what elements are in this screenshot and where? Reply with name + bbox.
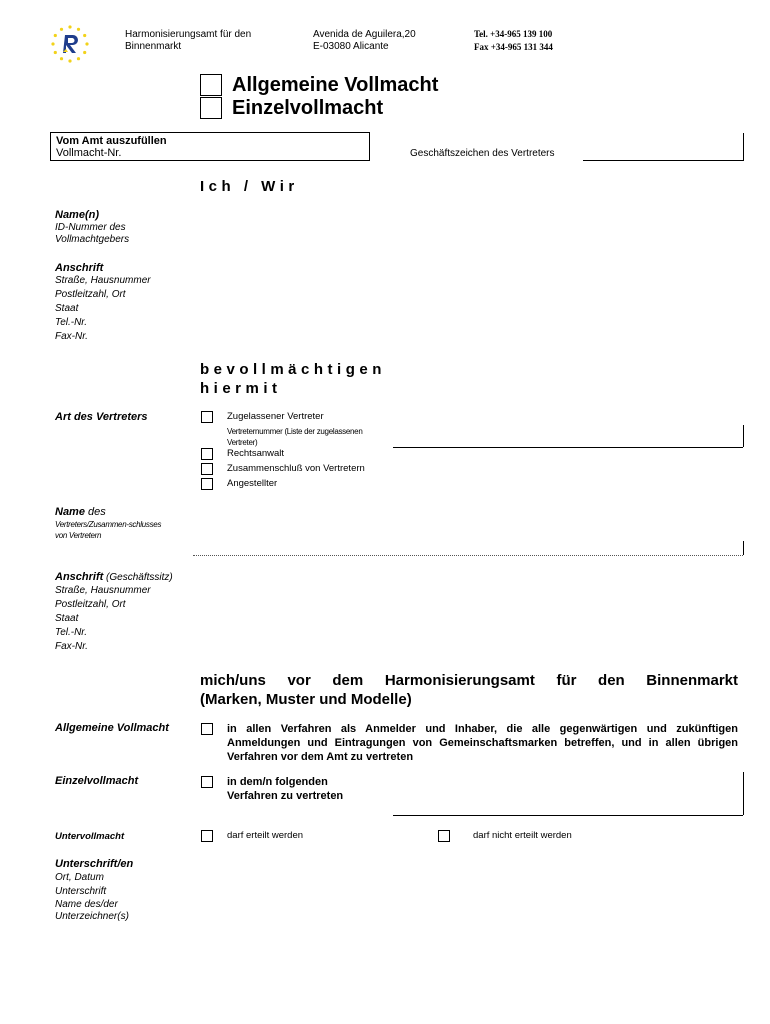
representative-fax-label: Fax-Nr. bbox=[55, 641, 88, 652]
office-logo bbox=[50, 24, 90, 64]
employee-checkbox[interactable] bbox=[201, 478, 213, 490]
individual-power-title-checkbox[interactable] bbox=[200, 97, 222, 119]
individual-power-text-line1: in dem/n folgenden bbox=[227, 776, 328, 788]
office-contact bbox=[474, 28, 553, 54]
signature-fields bbox=[55, 871, 129, 923]
general-power-checkbox[interactable] bbox=[201, 723, 213, 735]
representative-street-label: Straße, Hausnummer bbox=[55, 585, 151, 596]
authorize-heading bbox=[200, 360, 386, 398]
representative-type-label: Art des Vertreters bbox=[55, 411, 148, 423]
signatory-name-label-line1: Name des/der bbox=[55, 899, 118, 910]
individual-power-label: Einzelvollmacht bbox=[55, 775, 139, 787]
office-use-heading: Vom Amt auszufüllen bbox=[56, 135, 167, 147]
address-line1: Avenida de Aguilera,20 bbox=[313, 29, 416, 40]
office-name-line2: Binnenmarkt bbox=[125, 41, 182, 52]
agent-number-label-line1: Vertreternummer (Liste der zugelassenen bbox=[227, 427, 363, 436]
principal-postcode-label: Postleitzahl, Ort bbox=[55, 289, 126, 300]
before-office-heading bbox=[200, 671, 738, 709]
representative-address-label bbox=[55, 571, 173, 583]
reference-input-border bbox=[743, 133, 744, 161]
representative-name-sub-line1: Vertreters/Zusammen-schlusses bbox=[55, 520, 162, 529]
individual-power-checkbox[interactable] bbox=[201, 776, 213, 788]
before-office-line1: mich/uns vor dem Harmonisierungsamt für den Binnenmarkt bbox=[200, 672, 738, 689]
individual-power-text-line2: Verfahren zu vertreten bbox=[227, 790, 344, 802]
address-line2: E-03080 Alicante bbox=[313, 41, 389, 52]
representative-name-sub-line2: von Vertretern bbox=[55, 531, 102, 540]
agent-number-label-line2: Vertreter) bbox=[227, 438, 258, 447]
principal-id-label bbox=[55, 222, 129, 246]
authorize-line2: hiermit bbox=[200, 380, 282, 397]
association-checkbox[interactable] bbox=[201, 463, 213, 475]
principal-id-label-line1: ID-Nummer des bbox=[55, 222, 126, 233]
lawyer-checkbox[interactable] bbox=[201, 448, 213, 460]
sub-power-not-allowed-label: darf nicht erteilt werden bbox=[473, 830, 572, 841]
general-power-title: Allgemeine Vollmacht bbox=[232, 74, 439, 96]
principal-name-label: Name(n) bbox=[55, 209, 100, 221]
sub-power-allowed-checkbox[interactable] bbox=[201, 830, 213, 842]
proceedings-input-border bbox=[743, 772, 744, 815]
principal-street-label: Straße, Hausnummer bbox=[55, 275, 151, 286]
power-number-label: Vollmacht-Nr. bbox=[56, 147, 122, 159]
office-name bbox=[125, 29, 251, 53]
employee-option-label: Angestellter bbox=[227, 478, 278, 489]
representative-name-label-rest: des bbox=[84, 506, 106, 518]
before-office-line2: (Marken, Muster und Modelle) bbox=[200, 691, 412, 708]
signatory-name-label-line2: Unterzeichner(s) bbox=[55, 911, 129, 922]
association-option-label: Zusammenschluß von Vertretern bbox=[227, 463, 365, 474]
reference-input-line[interactable] bbox=[583, 160, 743, 161]
ich-wir-heading: Ich / Wir bbox=[200, 178, 299, 195]
authorize-line1: bevollmächtigen bbox=[200, 361, 386, 378]
agent-number-label bbox=[227, 426, 362, 448]
general-power-title-checkbox[interactable] bbox=[200, 74, 222, 96]
sub-power-allowed-label: darf erteilt werden bbox=[227, 830, 304, 841]
representative-reference-label: Geschäftszeichen des Vertreters bbox=[410, 148, 555, 159]
representative-name-input-border bbox=[743, 541, 744, 555]
agent-option-label: Zugelassener Vertreter bbox=[227, 411, 324, 422]
representative-tel-label: Tel.-Nr. bbox=[55, 627, 88, 638]
representative-address-fields bbox=[55, 584, 151, 654]
representative-postcode-label: Postleitzahl, Ort bbox=[55, 599, 126, 610]
individual-power-title: Einzelvollmacht bbox=[232, 97, 384, 119]
sub-power-label: Untervollmacht bbox=[55, 831, 125, 842]
principal-tel-label: Tel.-Nr. bbox=[55, 317, 88, 328]
principal-address-label: Anschrift bbox=[55, 262, 104, 274]
agent-number-input-line[interactable] bbox=[393, 447, 743, 448]
representative-address-label-bold: Anschrift bbox=[55, 571, 104, 583]
office-name-line1: Harmonisierungsamt für den bbox=[125, 29, 252, 40]
agent-number-input-border bbox=[743, 425, 744, 447]
principal-id-label-line2: Vollmachtgebers bbox=[55, 234, 130, 245]
principal-address-fields bbox=[55, 274, 151, 344]
place-date-label: Ort, Datum bbox=[55, 872, 104, 883]
representative-name-input-line[interactable] bbox=[193, 555, 743, 556]
principal-country-label: Staat bbox=[55, 303, 79, 314]
fax-number: Fax +34-965 131 344 bbox=[474, 42, 553, 52]
office-address bbox=[313, 29, 416, 53]
representative-name-label-bold: Name bbox=[55, 506, 85, 518]
general-power-text: in allen Verfahren als Anmelder und Inhaber, die alle gegenwärtigen und zukünftigen Anmeldungen und Eintragungen von Gemeinschaftsmarken betreffen, und in allen übrigen Verfahren vor dem Amt zu vertreten bbox=[227, 723, 738, 763]
representative-country-label: Staat bbox=[55, 613, 79, 624]
phone-number: Tel. +34-965 139 100 bbox=[474, 29, 553, 39]
principal-fax-label: Fax-Nr. bbox=[55, 331, 88, 342]
proceedings-input-line[interactable] bbox=[393, 815, 743, 816]
signature-line-label: Unterschrift bbox=[55, 886, 107, 897]
general-power-label: Allgemeine Vollmacht bbox=[55, 722, 169, 734]
sub-power-not-allowed-checkbox[interactable] bbox=[438, 830, 450, 842]
individual-power-text bbox=[227, 775, 343, 803]
agent-checkbox[interactable] bbox=[201, 411, 213, 423]
representative-name-sub bbox=[55, 519, 161, 541]
representative-name-label bbox=[55, 506, 106, 518]
representative-address-note: (Geschäftssitz) bbox=[103, 572, 173, 583]
office-use-box bbox=[50, 132, 370, 161]
lawyer-option-label: Rechtsanwalt bbox=[227, 448, 285, 459]
signature-label: Unterschrift/en bbox=[55, 858, 134, 870]
